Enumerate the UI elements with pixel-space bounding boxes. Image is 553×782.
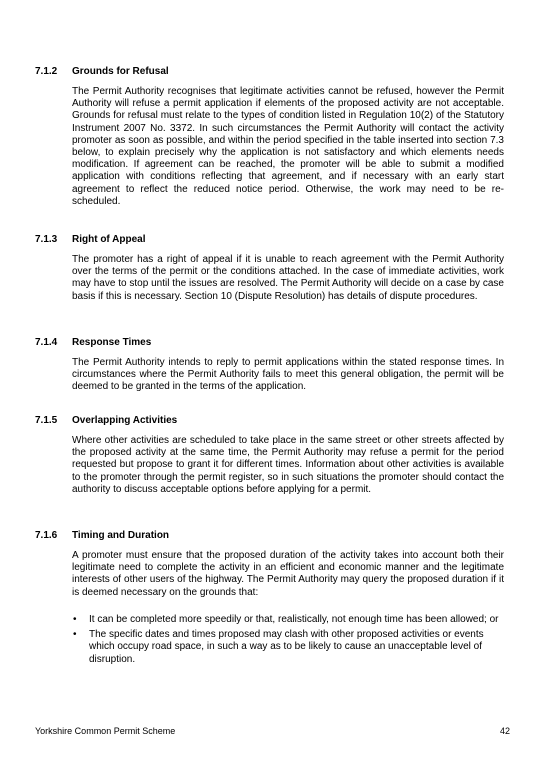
- section-title: Grounds for Refusal: [72, 66, 169, 77]
- section-number: 7.1.6: [35, 530, 58, 541]
- footer-document-title: Yorkshire Common Permit Scheme: [35, 726, 176, 736]
- section-body: Where other activities are scheduled to take place in the same street or other streets affected by the proposed activity at the same time, the Permit Authority may refuse a permit for the period requested but propose to grant it for different times. Information about other activities is available to the promoter through the permit register, so in such situations the promoter should contact the authority to discuss acceptable options before applying for a permit.: [72, 435, 504, 495]
- bullet-icon: •: [73, 614, 77, 625]
- section-body: The promoter has a right of appeal if it is unable to reach agreement with the Permit Authority over the terms of the permit or the conditions attached. In the case of immediate activities, work may have to stop until the issues are resolved. The Permit Authority will decide on a case by case basis if this is necessary. Section 10 (Dispute Resolution) has details of dispute procedures.: [72, 254, 504, 302]
- section-body: The Permit Authority intends to reply to permit applications within the stated response times. In circumstances where the Permit Authority fails to meet this general obligation, the permit will be deemed to be granted in the terms of the application.: [72, 357, 504, 393]
- list-item-text: It can be completed more speedily or that, realistically, not enough time has been allowed; or: [89, 614, 499, 625]
- section-title: Response Times: [72, 337, 152, 348]
- list-item: [72, 614, 504, 626]
- bullet-list: [72, 614, 504, 669]
- section-number: 7.1.3: [35, 234, 58, 245]
- section-number: 7.1.4: [35, 337, 58, 348]
- section-body: The Permit Authority recognises that legitimate activities cannot be refused, however the Permit Authority will refuse a permit application if elements of the proposed activity are not acceptable. Grounds for refusal must relate to the types of condition listed in Regulation 10(2) of the Statutory Instrument 2007 No. 3372. In such circumstances the Permit Authority will contact the activity promoter as soon as possible, and within the period specified in the table inserted into section 7.3 below, to explain precisely why the application is not satisfactory and which elements needs modification. If agreement can be reached, the promoter will be able to submit a modified application with conditions reflecting that agreement, and if necessary with an early start agreement to reflect the reduced notice period. Otherwise, the work may need to be re-scheduled.: [72, 86, 504, 207]
- section-title: Right of Appeal: [72, 234, 146, 245]
- footer-page-number: 42: [499, 726, 510, 736]
- section-title: Overlapping Activities: [72, 415, 178, 426]
- section-number: 7.1.5: [35, 415, 58, 426]
- section-body: A promoter must ensure that the proposed duration of the activity takes into account both their legitimate need to complete the activity in an efficient and economic manner and the legitimate interests of other users of the highway. The Permit Authority may query the proposed duration if it is deemed necessary on the grounds that:: [72, 550, 504, 598]
- list-item: [72, 629, 504, 666]
- section-number: 7.1.2: [35, 66, 58, 77]
- section-title: Timing and Duration: [72, 530, 170, 541]
- bullet-icon: •: [73, 629, 77, 641]
- list-item-text: The specific dates and times proposed may clash with other proposed activities or events which occupy road space, in such a way as to be likely to cause an unacceptable level of disruption.: [89, 629, 484, 665]
